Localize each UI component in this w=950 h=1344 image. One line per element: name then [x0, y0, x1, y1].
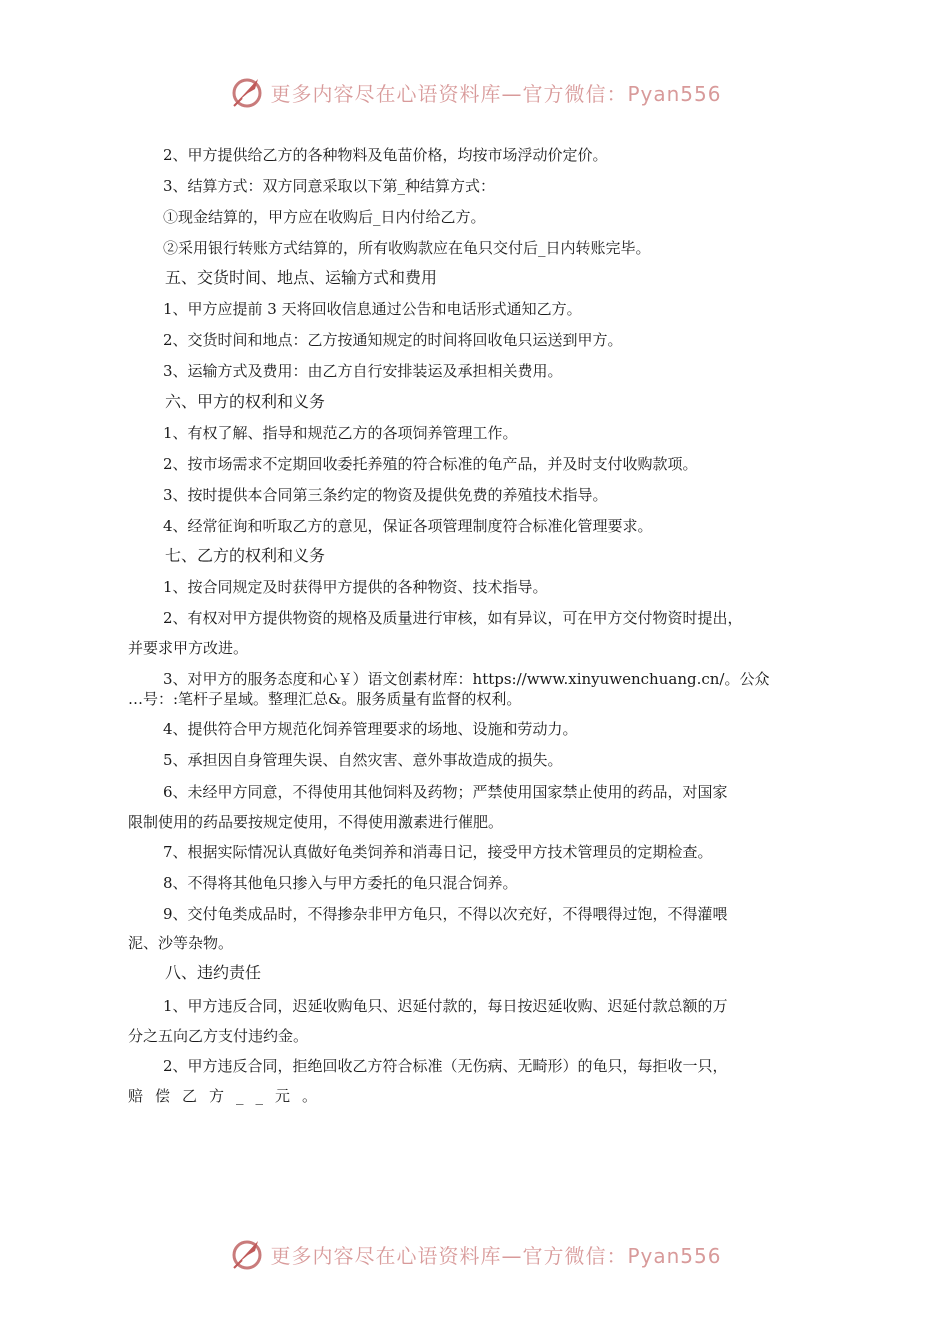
footer-banner-text: 更多内容尽在心语资料库—官方微信：Pyan556: [270, 1243, 722, 1268]
paragraph: 2、有权对甲方提供物资的规格及质量进行审核，如有异议，可在甲方交付物资时提出，: [163, 609, 743, 627]
paragraph: 6、未经甲方同意，不得使用其他饲料及药物；严禁使用国家禁止使用的药品，对国家: [163, 783, 728, 801]
paragraph: 3、运输方式及费用：由乙方自行安排装运及承担相关费用。: [163, 362, 563, 380]
paragraph: 3、按时提供本合同第三条约定的物资及提供免费的养殖技术指导。: [163, 486, 608, 504]
footer-banner: [0, 1234, 950, 1274]
paragraph-continuation: …号：:笔杆子星域。整理汇总&。服务质量有监督的权利。: [128, 690, 522, 708]
paragraph: 5、承担因自身管理失误、自然灾害、意外事故造成的损失。: [163, 751, 563, 769]
paragraph: 1、甲方违反合同，迟延收购龟只、迟延付款的，每日按迟延收购、迟延付款总额的万: [163, 997, 728, 1015]
quill-logo-icon: [228, 1235, 266, 1273]
paragraph: 2、甲方违反合同，拒绝回收乙方符合标准（无伤病、无畸形）的龟只，每拒收一只，: [163, 1057, 728, 1075]
paragraph: 2、按市场需求不定期回收委托养殖的符合标准的龟产品，并及时支付收购款项。: [163, 455, 698, 473]
paragraph: ①现金结算的，甲方应在收购后_日内付给乙方。: [163, 208, 486, 226]
paragraph: 4、经常征询和听取乙方的意见，保证各项管理制度符合标准化管理要求。: [163, 517, 653, 535]
section-heading: 八、违约责任: [165, 963, 262, 982]
paragraph: 7、根据实际情况认真做好龟类饲养和消毒日记，接受甲方技术管理员的定期检查。: [163, 843, 713, 861]
section-heading: 五、交货时间、地点、运输方式和费用: [165, 268, 438, 287]
paragraph-continuation: 并要求甲方改进。: [128, 639, 249, 657]
paragraph: 2、甲方提供给乙方的各种物料及龟苗价格，均按市场浮动价定价。: [163, 146, 608, 164]
paragraph: ②采用银行转账方式结算的，所有收购款应在龟只交付后_日内转账完毕。: [163, 239, 651, 257]
paragraph: 3、结算方式：双方同意采取以下第_种结算方式：: [163, 177, 496, 195]
paragraph: 1、有权了解、指导和规范乙方的各项饲养管理工作。: [163, 424, 518, 442]
paragraph: 1、按合同规定及时获得甲方提供的各种物资、技术指导。: [163, 578, 548, 596]
paragraph: 8、不得将其他龟只掺入与甲方委托的龟只混合饲养。: [163, 874, 518, 892]
section-heading: 六、甲方的权利和义务: [165, 392, 326, 411]
paragraph: 3、对甲方的服务态度和心￥）语文创素材库：https://www.xinyuwenchuang.cn/。公众: [163, 670, 770, 688]
paragraph-continuation: 泥、沙等杂物。: [128, 934, 234, 952]
paragraph-continuation: 分之五向乙方支付违约金。: [128, 1027, 309, 1045]
header-banner-text: 更多内容尽在心语资料库—官方微信：Pyan556: [270, 81, 722, 106]
paragraph: 9、交付龟类成品时，不得掺杂非甲方龟只，不得以次充好，不得喂得过饱，不得灌喂: [163, 905, 728, 923]
paragraph: 1、甲方应提前 3 天将回收信息通过公告和电话形式通知乙方。: [163, 300, 582, 318]
paragraph: 2、交货时间和地点：乙方按通知规定的时间将回收龟只运送到甲方。: [163, 331, 623, 349]
paragraph: 4、提供符合甲方规范化饲养管理要求的场地、设施和劳动力。: [163, 720, 578, 738]
paragraph-continuation: 限制使用的药品要按规定使用，不得使用激素进行催肥。: [128, 813, 504, 831]
paragraph-continuation: 赔偿乙方__元。: [128, 1087, 330, 1105]
section-heading: 七、乙方的权利和义务: [165, 546, 326, 565]
